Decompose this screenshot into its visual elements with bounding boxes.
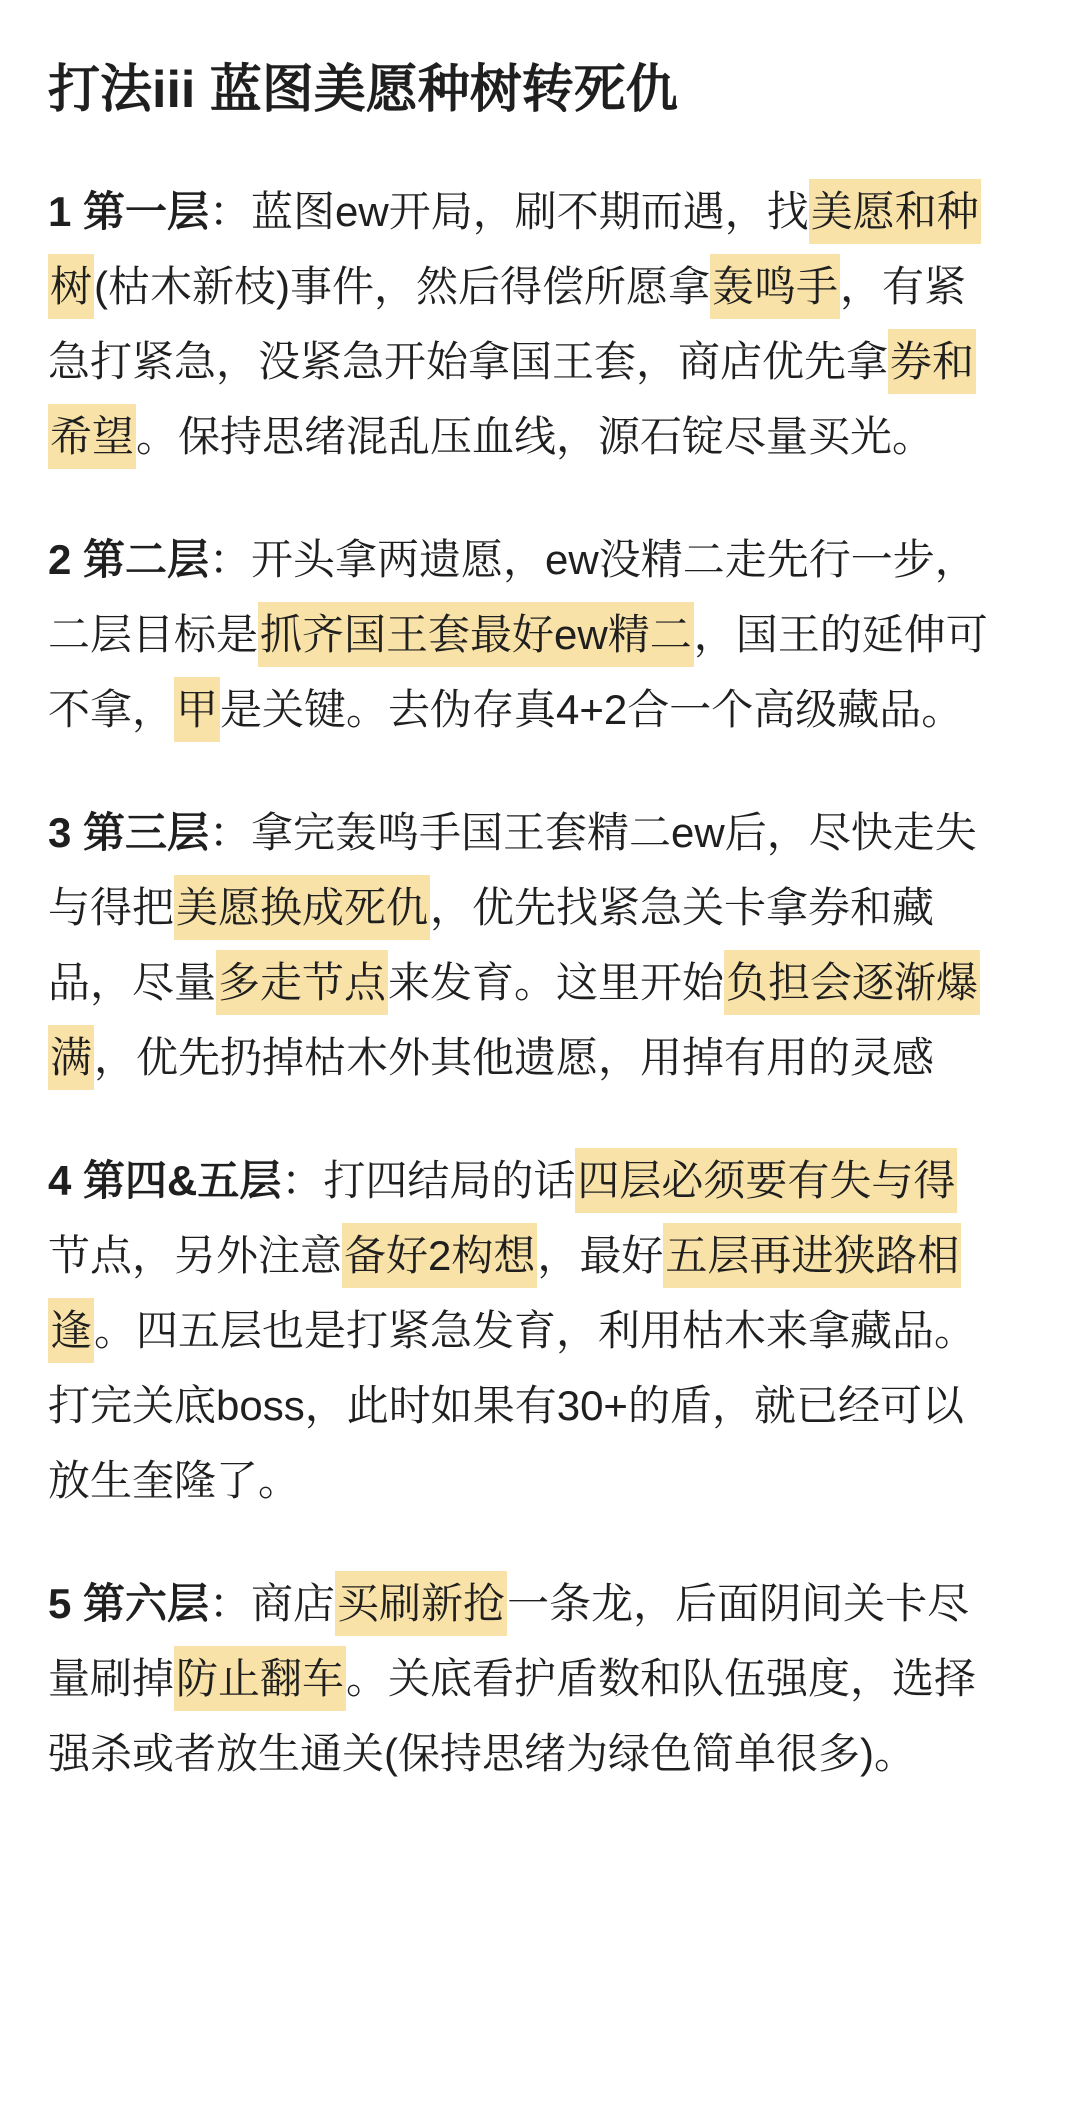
text-run: 来发育。这里开始 bbox=[388, 959, 725, 1006]
text-line bbox=[48, 1641, 1032, 1716]
text-line bbox=[48, 597, 1032, 672]
text-run: 是关键。去伪存真4+2合一个高级藏品。 bbox=[220, 686, 964, 733]
highlighted-text: 美愿和种 bbox=[809, 179, 981, 244]
text-run: 急打紧急，没紧急开始拿国王套，商店优先拿 bbox=[48, 338, 889, 385]
paragraph bbox=[48, 522, 1032, 747]
text-line bbox=[48, 399, 1032, 474]
text-run: (枯木新枝)事件，然后得偿所愿拿 bbox=[94, 263, 710, 310]
text-run: 二层目标是 bbox=[48, 611, 259, 658]
highlighted-text: 美愿换成死仇 bbox=[174, 875, 430, 940]
highlighted-text: 满 bbox=[48, 1025, 94, 1090]
text-line bbox=[48, 795, 1032, 870]
text-line bbox=[48, 1218, 1032, 1293]
text-line bbox=[48, 522, 1032, 597]
text-run: 。关底看护盾数和队伍强度，选择 bbox=[346, 1655, 977, 1702]
text-run: ，最好 bbox=[537, 1232, 664, 1279]
text-run: ：拿完轰鸣手国王套精二ew后，尽快走失 bbox=[209, 809, 977, 856]
text-line bbox=[48, 1143, 1032, 1218]
paragraph bbox=[48, 174, 1032, 474]
highlighted-text: 希望 bbox=[48, 404, 136, 469]
text-run: ，优先找紧急关卡拿券和藏 bbox=[430, 884, 935, 931]
text-run: 节点，另外注意 bbox=[48, 1232, 343, 1279]
text-run: ：蓝图ew开局，刷不期而遇，找 bbox=[209, 188, 809, 235]
text-run: ，有紧 bbox=[840, 263, 967, 310]
section-label: 1 第一层 bbox=[48, 188, 210, 235]
section-label: 2 第二层 bbox=[48, 536, 210, 583]
section-label: 3 第三层 bbox=[48, 809, 210, 856]
highlighted-text: 多走节点 bbox=[216, 950, 388, 1015]
text-line bbox=[48, 324, 1032, 399]
text-line bbox=[48, 174, 1032, 249]
text-run: ，优先扔掉枯木外其他遗愿，用掉有用的灵感 bbox=[94, 1034, 935, 1081]
highlighted-text: 负担会逐渐爆 bbox=[724, 950, 980, 1015]
highlighted-text: 甲 bbox=[174, 677, 220, 742]
section-label: 5 第六层 bbox=[48, 1580, 210, 1627]
highlighted-text: 抓齐国王套最好ew精二 bbox=[258, 602, 694, 667]
highlighted-text: 券和 bbox=[888, 329, 976, 394]
text-run: 。四五层也是打紧急发育，利用枯木来拿藏品。 bbox=[94, 1307, 977, 1354]
text-line bbox=[48, 1443, 1032, 1518]
paragraph bbox=[48, 795, 1032, 1095]
highlighted-text: 四层必须要有失与得 bbox=[575, 1148, 957, 1213]
highlighted-text: 买刷新抢 bbox=[335, 1571, 507, 1636]
text-line bbox=[48, 249, 1032, 324]
highlighted-text: 防止翻车 bbox=[174, 1646, 346, 1711]
text-run: ，国王的延伸可 bbox=[693, 611, 988, 658]
text-line bbox=[48, 1716, 1032, 1791]
text-line bbox=[48, 1566, 1032, 1641]
text-run: ：商店 bbox=[209, 1580, 336, 1627]
text-run: 与得把 bbox=[48, 884, 175, 931]
text-run: 强杀或者放生通关(保持思绪为绿色简单很多)。 bbox=[48, 1730, 916, 1777]
text-line bbox=[48, 1293, 1032, 1368]
note-body bbox=[48, 174, 1032, 1791]
text-line bbox=[48, 870, 1032, 945]
paragraph bbox=[48, 1566, 1032, 1791]
highlighted-text: 逢 bbox=[48, 1298, 94, 1363]
text-line bbox=[48, 1020, 1032, 1095]
text-run: 不拿， bbox=[48, 686, 175, 733]
text-line bbox=[48, 945, 1032, 1020]
text-run: 一条龙，后面阴间关卡尽 bbox=[507, 1580, 970, 1627]
text-run: ：开头拿两遗愿，ew没精二走先行一步， bbox=[209, 536, 977, 583]
text-run: 。保持思绪混乱压血线，源石锭尽量买光。 bbox=[136, 413, 935, 460]
page-title: 打法iii 蓝图美愿种树转死仇 bbox=[48, 61, 678, 119]
text-line bbox=[48, 1368, 1032, 1443]
text-run: ：打四结局的话 bbox=[281, 1157, 576, 1204]
text-run: 量刷掉 bbox=[48, 1655, 175, 1702]
highlighted-text: 备好2构想 bbox=[342, 1223, 537, 1288]
text-run: 打完关底boss，此时如果有30+的盾，就已经可以 bbox=[48, 1382, 964, 1429]
text-run: 放生奎隆了。 bbox=[48, 1457, 301, 1504]
text-line bbox=[48, 672, 1032, 747]
highlighted-text: 树 bbox=[48, 254, 94, 319]
highlighted-text: 轰鸣手 bbox=[710, 254, 840, 319]
text-run: 品，尽量 bbox=[48, 959, 217, 1006]
section-label: 4 第四&五层 bbox=[48, 1157, 282, 1204]
highlighted-text: 五层再进狭路相 bbox=[663, 1223, 961, 1288]
paragraph bbox=[48, 1143, 1032, 1518]
